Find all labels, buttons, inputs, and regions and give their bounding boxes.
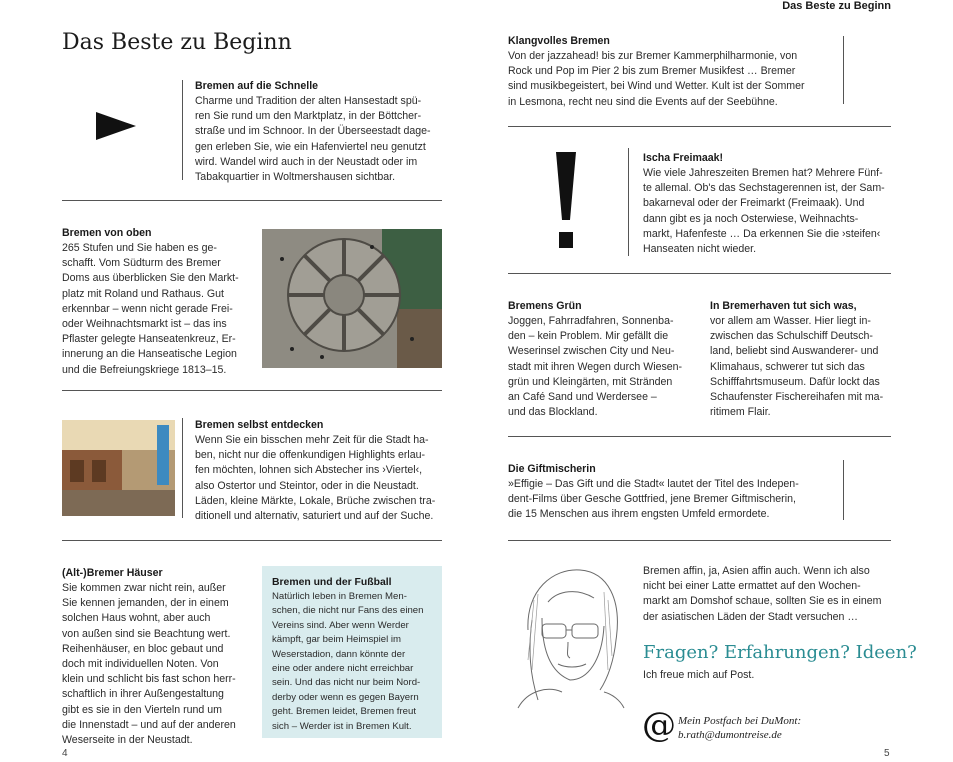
question-heading: Fragen? Erfahrungen? Ideen? — [643, 642, 917, 663]
section-haeuser — [62, 566, 242, 748]
section-title: Bremen von oben — [62, 227, 152, 239]
section-title: Ischa Freimaak! — [643, 152, 724, 164]
section-oben — [62, 226, 243, 378]
section-title: In Bremerhaven tut sich was, — [710, 300, 857, 312]
section-body: »Effigie – Das Gift und die Stadt« lautet der Titel des Indepen- dent-Films über Gesche Gottfried, jene Bremer Giftmischerin, die 15 Menschen aus ihrem engsten Umfeld ermordete. — [508, 478, 799, 521]
author-portrait — [508, 560, 628, 710]
section-gruen — [508, 299, 690, 420]
author-note — [643, 564, 893, 625]
postfach-label: Mein Postfach bei DuMont: — [678, 715, 802, 727]
section-schnelle — [195, 79, 440, 185]
author-email[interactable]: b.rath@dumontreise.de — [678, 729, 782, 741]
section-body: vor allem am Wasser. Hier liegt in- zwischen das Schulschiff Deutsch- land, beliebt sind Auswanderer- und Klimahaus, schwerer tut sich das Schifffahrtsmuseum. Dafür lockt das Schaufenster Fischereihafen mit ma- ritimem Flair. — [710, 315, 884, 419]
section-klang — [508, 34, 828, 110]
section-body: Von der jazzahead! bis zur Bremer Kammerphilharmonie, von Rock und Pop im Pier 2 bis zum Bremer Musikfest … Bremer sind musikbegeistert, bei Wind und Wetter. Kult ist der Sommer in Lesmona, recht neu sind die Events auf der Seebühne. — [508, 50, 805, 108]
exclamation-icon — [553, 152, 579, 252]
section-body: Charme und Tradition der alten Hansestadt spü- ren Sie rund um den Marktplatz, in der Böttcher- straße und im Schnoor. In der Überseestadt dage- gen erleben Sie, wie ein Hafenviertel neu genutzt wird. Wandel wird auch in der Neustadt oder im Tabakquartier in Woltmershausen sichtbar. — [195, 95, 431, 184]
section-title: Bremen und der Fußball — [272, 577, 392, 588]
section-title: Bremen selbst entdecken — [195, 419, 324, 431]
aerial-marketplace-photo — [262, 229, 442, 368]
section-body: Sie kommen zwar nicht rein, außer Sie kennen jemanden, der in einem solchen Haus wohnt, aber auch von außen sind sie Beachtung wert. Reihenhäuser, en bloc gebaut und doch mit individuellen Noten. Von klein und schlicht bis fast schon herr- schaftlich in ihrer Außengestaltung gibt es sie in den Vierteln rund um die Innenstadt – und auf der anderen Weserseite in der Neustadt. — [62, 582, 236, 747]
section-body: Wenn Sie ein bisschen mehr Zeit für die Stadt ha- ben, nicht nur die offenkundigen Highlights erlau- fen möchten, lohnen sich Abstecher ins ›Viertel‹, also Ostertor und Steintor, oder in die Neustadt. Läden, kleine Märkte, Lokale, Brüche zwischen tra- ditionell und alternativ, saturiert und auf der Suche. — [195, 434, 436, 523]
page-number-left: 4 — [62, 748, 68, 759]
section-title: (Alt-)Bremer Häuser — [62, 567, 163, 579]
page-number-right: 5 — [884, 748, 890, 759]
postfach-block — [678, 714, 801, 742]
author-text: Bremen affin, ja, Asien affin auch. Wenn ich also nicht bei einer Latte ermattet auf den Wochen- markt am Domshof schaue, sollten Sie es in einem der asiatischen Läden der Stadt versuchen … — [643, 565, 882, 623]
arrow-right-icon — [96, 112, 138, 140]
section-entdecken — [195, 418, 442, 524]
section-body: Wie viele Jahreszeiten Bremen hat? Mehrere Fünf- te allemal. Ob's das Sechstagerennen ist, der Sam- bakarneval oder der Freimarkt (Freimaak). Und dann gibt es ja noch Osterwiese, Weihnachts- markt, Hafenfeste … Da erkennen Sie die ›steifen‹ Hanseaten nicht wieder. — [643, 167, 885, 256]
running-header: Das Beste zu Beginn — [782, 0, 891, 12]
section-title: Bremen auf die Schnelle — [195, 80, 319, 92]
street-cafe-photo — [62, 420, 175, 516]
page-title: Das Beste zu Beginn — [62, 30, 292, 55]
section-gift — [508, 462, 838, 523]
fussball-box — [262, 566, 442, 738]
section-title: Klangvolles Bremen — [508, 35, 610, 47]
section-body: Natürlich leben in Bremen Men- schen, die nicht nur Fans des einen Vereins sind. Aber wenn Werder kämpft, gar beim Heimspiel im Weserstadion, dann könnte der eine oder andere nicht erreichbar sein. Und das nicht nur beim Nord- derby oder wenn es gegen Bayern geht. Bremen leidet, Bremen freut sich – Werder ist in Bremen Kult. — [272, 591, 424, 732]
section-title: Bremens Grün — [508, 300, 582, 312]
invite-text: Ich freue mich auf Post. — [643, 669, 755, 681]
at-sign-icon: @ — [642, 705, 676, 745]
section-bremerhaven — [710, 299, 891, 420]
section-body: 265 Stufen und Sie haben es ge- schafft. Vom Südturm des Bremer Doms aus überblicken Sie den Markt- platz mit Roland und Rathaus. Gut erkennbar – wenn nicht gerade Frei- oder Weihnachtsmarkt ist – das ins Pflaster gelegte Hanseatenkreuz, Er- innerung an die Hanseatische Legion und die Befreiungskriege 1813–15. — [62, 242, 239, 376]
section-freimaak — [643, 151, 891, 257]
section-body: Joggen, Fahrradfahren, Sonnenba- den – kein Problem. Mir gefällt die Weserinsel zwischen City und Neu- stadt mit ihren Wegen durch Wiesen- grün und Kleingärten, mit Stränden an Café Sand und Werdersee – und das Blockland. — [508, 315, 683, 419]
section-title: Die Giftmischerin — [508, 463, 596, 475]
